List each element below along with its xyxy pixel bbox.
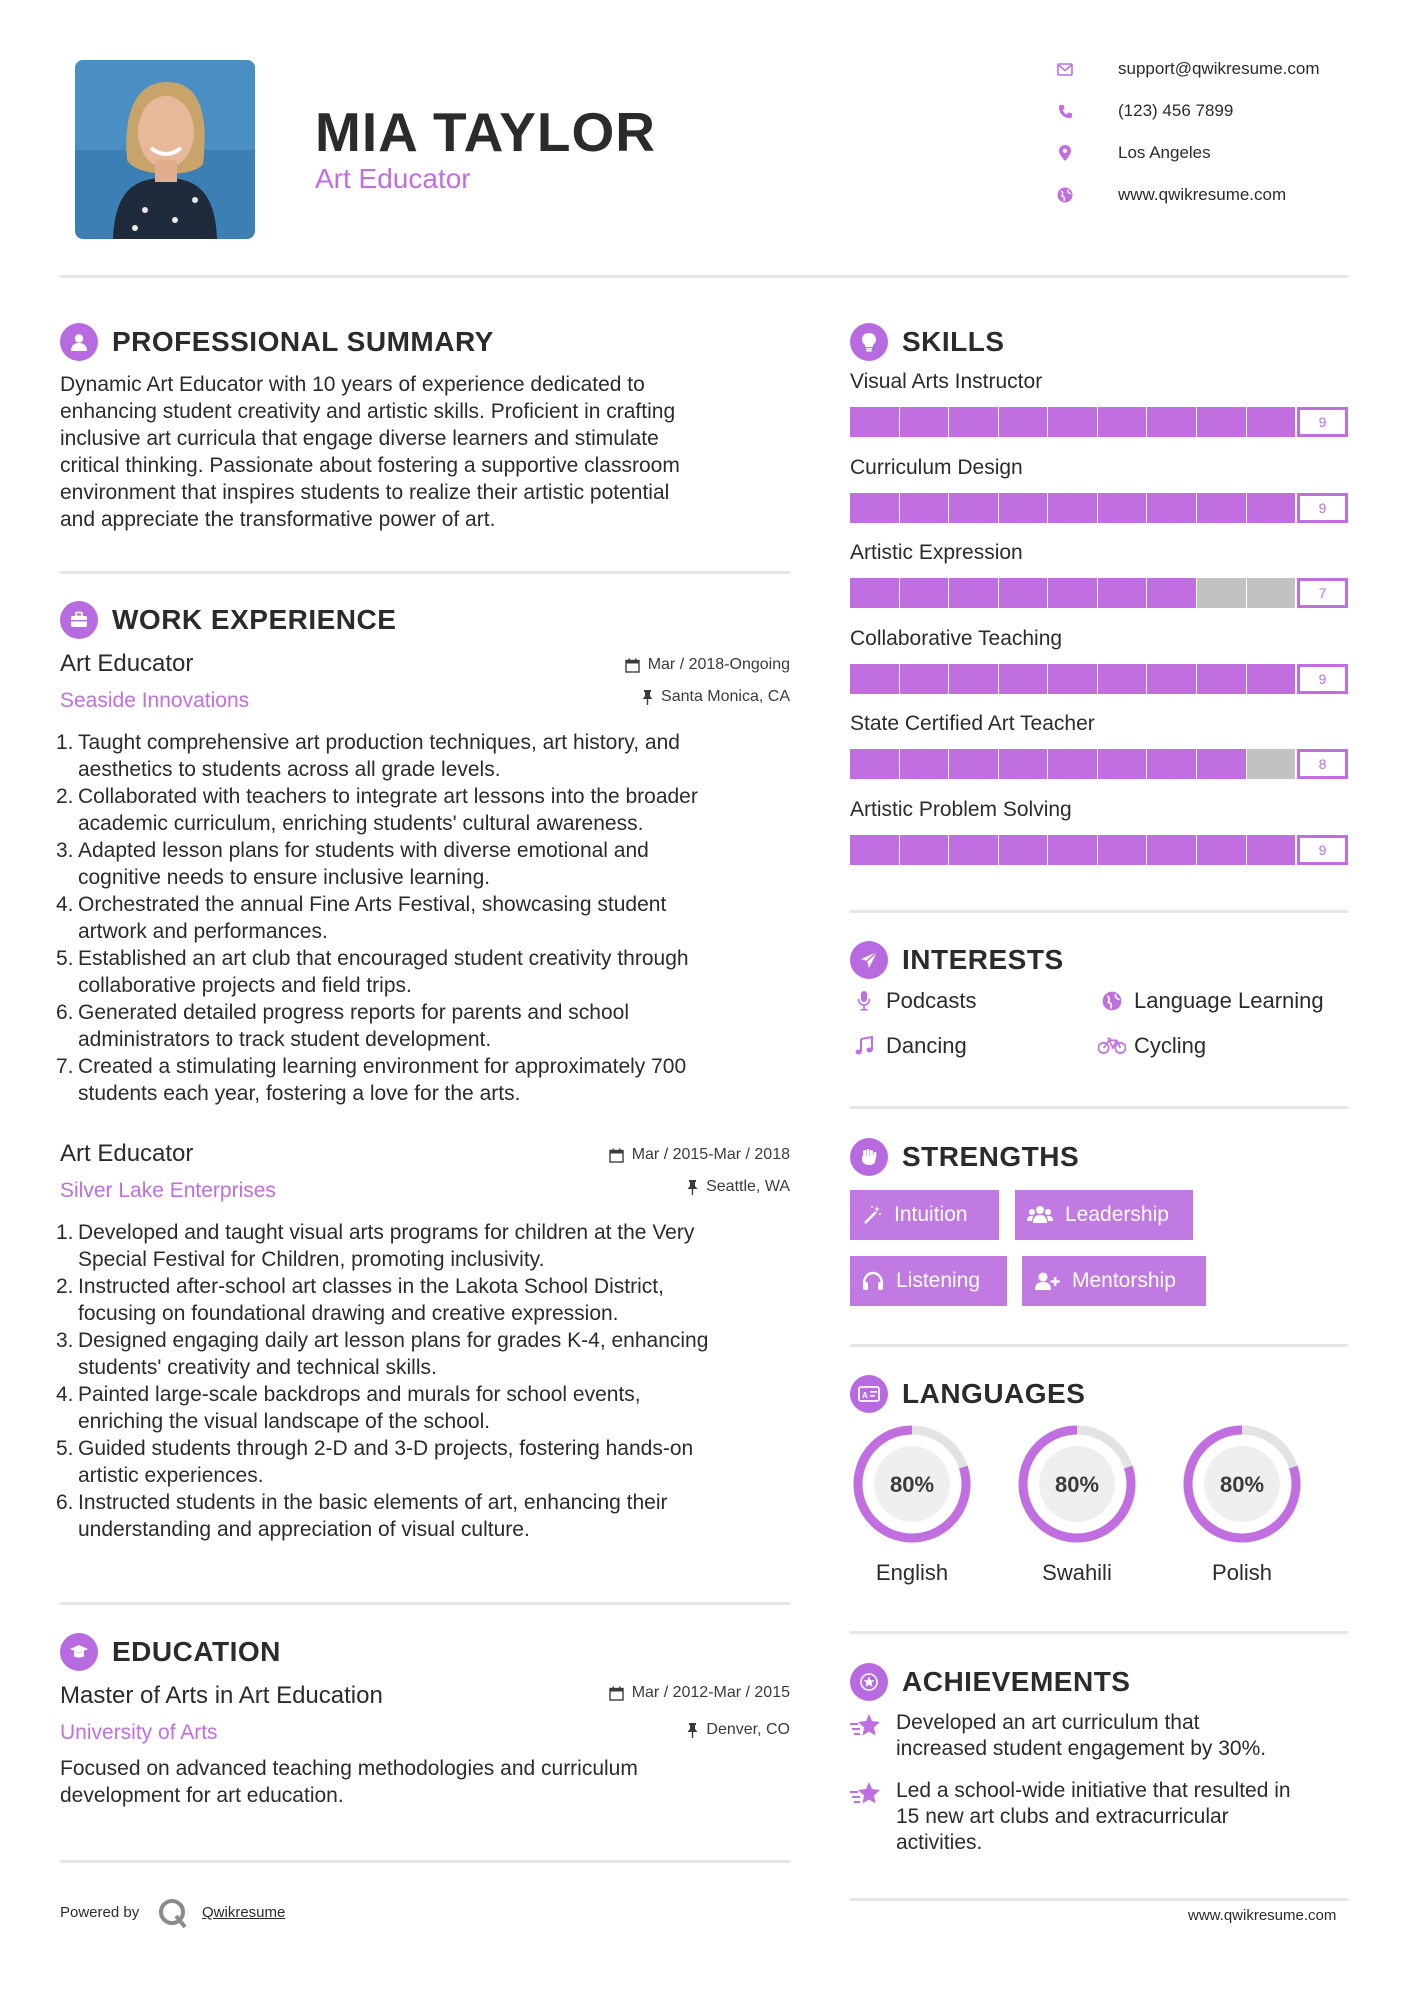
candidate-role: Art Educator — [315, 163, 471, 194]
experience-heading — [60, 600, 396, 640]
interest-dancing — [850, 1033, 967, 1059]
star-badge-icon — [850, 1663, 888, 1701]
pushpin-icon — [687, 1723, 698, 1738]
skill-segment-filled — [1147, 835, 1196, 865]
powered-by-label: Powered by — [60, 1904, 140, 1921]
calendar-icon — [609, 1148, 624, 1163]
shooting-star-icon — [850, 1778, 884, 1856]
languages-heading — [850, 1374, 1085, 1414]
ring-percent: 80% — [1219, 1472, 1265, 1497]
strength-label: Mentorship — [1072, 1269, 1176, 1292]
strength-leadership — [1015, 1190, 1193, 1240]
education-heading — [60, 1632, 281, 1672]
skill-segment-filled — [1147, 664, 1196, 694]
languages-divider — [850, 1631, 1348, 1634]
microphone-icon — [850, 990, 878, 1012]
skill-label: Artistic Problem Solving — [850, 798, 1072, 821]
achievement-item — [850, 1710, 1350, 1762]
interests-title: INTERESTS — [902, 944, 1064, 975]
skill-label: Curriculum Design — [850, 456, 1023, 479]
interest-label: Podcasts — [886, 988, 977, 1013]
job-1-dates — [540, 656, 790, 674]
job-2-location — [540, 1178, 790, 1196]
contact-location — [1050, 138, 1211, 168]
experience-title: WORK EXPERIENCE — [112, 604, 397, 635]
calendar-icon — [625, 658, 640, 673]
strength-label: Intuition — [894, 1203, 968, 1226]
skill-segment-filled — [999, 578, 1048, 608]
ring-percent: 80% — [1054, 1472, 1100, 1497]
skill-segment-filled — [949, 749, 998, 779]
languages-title: LANGUAGES — [902, 1378, 1086, 1409]
job-1-title: Art Educator — [60, 650, 194, 677]
skills-heading — [850, 322, 1005, 362]
duty-item: 2. Collaborated with teachers to integrate art lessons into the broader academic curriculum, enriching students' cultural awareness. — [56, 785, 698, 835]
contact-phone[interactable] — [1050, 96, 1233, 126]
skills-title: SKILLS — [902, 326, 1005, 357]
phone-text: (123) 456 7899 — [1118, 101, 1234, 120]
language-name: Polish — [1212, 1560, 1272, 1585]
language-card-icon — [850, 1375, 888, 1413]
duty-item: 6. Generated detailed progress reports for parents and school administrators to track student development. — [56, 1001, 629, 1051]
language-ring — [1015, 1422, 1139, 1551]
skill-segment-filled — [999, 664, 1048, 694]
skill-segment-filled — [1098, 749, 1147, 779]
skill-segment-filled — [1247, 407, 1296, 437]
summary-line: critical thinking. Passionate about fostering a supportive classroom — [60, 454, 680, 477]
job-1-location — [540, 688, 790, 706]
phone-icon — [1050, 104, 1080, 119]
duty-item: 7. Created a stimulating learning environment for approximately 700 students each year, fostering a love for the arts. — [56, 1055, 687, 1105]
skill-segment-filled — [1048, 407, 1097, 437]
job-1-dates-text: Mar / 2018-Ongoing — [647, 656, 790, 673]
skill-segment-filled — [999, 835, 1048, 865]
interest-language-learning — [1098, 988, 1324, 1014]
language-ring — [850, 1422, 974, 1551]
skill-segment-filled — [850, 578, 899, 608]
pushpin-icon — [642, 690, 653, 705]
strength-mentorship — [1022, 1256, 1206, 1306]
skill-segment-filled — [1098, 407, 1147, 437]
skill-segment-filled — [999, 407, 1048, 437]
music-note-icon — [850, 1036, 878, 1056]
achievement-line: increased student engagement by 30%. — [896, 1737, 1267, 1760]
skill-segment-filled — [1147, 493, 1196, 523]
skill-segment-filled — [1197, 749, 1246, 779]
skill-segment-filled — [1048, 578, 1097, 608]
profile-photo — [75, 60, 255, 239]
ring-percent: 80% — [889, 1472, 935, 1497]
skill-segment-empty — [1247, 578, 1296, 608]
summary-heading — [60, 322, 494, 362]
skill-bar — [850, 664, 1348, 694]
skill-segment-filled — [900, 407, 949, 437]
skill-segment-filled — [900, 749, 949, 779]
skill-level-number: 9 — [1297, 407, 1348, 437]
summary-line: enhancing student creativity and artistic skills. Proficient in crafting — [60, 400, 676, 423]
skill-segment-filled — [1197, 407, 1246, 437]
skill-segment-filled — [900, 664, 949, 694]
globe-icon — [1050, 187, 1080, 203]
strength-listening — [850, 1256, 1007, 1306]
skill-level-number: 9 — [1297, 493, 1348, 523]
skill-segment-filled — [1197, 664, 1246, 694]
skill-segment-filled — [850, 664, 899, 694]
job-1-location-text: Santa Monica, CA — [661, 688, 790, 705]
skill-segment-filled — [949, 664, 998, 694]
globe-icon — [1098, 991, 1126, 1011]
magic-wand-icon — [862, 1205, 882, 1225]
headphones-icon — [862, 1271, 884, 1291]
skill-segment-filled — [1048, 664, 1097, 694]
skill-segment-filled — [1048, 835, 1097, 865]
skill-segment-filled — [1098, 664, 1147, 694]
education-dates-text: Mar / 2012-Mar / 2015 — [631, 1684, 790, 1701]
pushpin-icon — [687, 1180, 698, 1195]
duty-item: 4. Painted large-scale backdrops and murals for school events, enriching the visual landscape of the school. — [56, 1383, 641, 1433]
skill-label: Visual Arts Instructor — [850, 370, 1043, 393]
summary-text — [60, 371, 800, 533]
user-icon — [60, 323, 98, 361]
strengths-heading — [850, 1137, 1079, 1177]
interest-cycling — [1098, 1033, 1206, 1059]
interest-label: Language Learning — [1134, 988, 1324, 1013]
achievement-line: activities. — [896, 1831, 983, 1854]
duty-item: 3. Adapted lesson plans for students with diverse emotional and cognitive needs to ensure inclusive learning. — [56, 839, 649, 889]
skill-segment-filled — [900, 578, 949, 608]
skill-segment-filled — [1247, 493, 1296, 523]
skill-segment-empty — [1247, 749, 1296, 779]
skill-level-number: 9 — [1297, 664, 1348, 694]
strength-intuition — [850, 1190, 999, 1240]
duty-item: 2. Instructed after-school art classes in the Lakota School District, focusing on foundational drawing and creative expression. — [56, 1275, 664, 1325]
achievements-title: ACHIEVEMENTS — [902, 1666, 1131, 1697]
duty-item: 5. Established an art club that encouraged student creativity through collaborative projects and field trips. — [56, 947, 689, 997]
skill-segment-filled — [1048, 749, 1097, 779]
briefcase-icon — [60, 601, 98, 639]
job-2-dates-text: Mar / 2015-Mar / 2018 — [631, 1146, 790, 1163]
duty-item: 3. Designed engaging daily art lesson plans for grades K-4, enhancing students' creativity and technical skills. — [56, 1329, 709, 1379]
skill-segment-filled — [1147, 749, 1196, 779]
education-line: Focused on advanced teaching methodologies and curriculum — [60, 1757, 638, 1780]
skill-label: State Certified Art Teacher — [850, 712, 1095, 735]
summary-line: and appreciate the transformative power of art. — [60, 508, 496, 531]
location-text: Los Angeles — [1118, 143, 1211, 162]
education-divider — [60, 1860, 790, 1863]
svg-text:A: A — [862, 1391, 868, 1400]
skill-segment-filled — [1147, 407, 1196, 437]
summary-line: environment that inspires students to realize their artistic potential — [60, 481, 670, 504]
achievement-line: Led a school-wide initiative that resulted in — [896, 1779, 1291, 1802]
skill-segment-filled — [1098, 578, 1147, 608]
education-degree: Master of Arts in Art Education — [60, 1682, 383, 1709]
skill-label: Artistic Expression — [850, 541, 1023, 564]
education-line: development for art education. — [60, 1784, 344, 1807]
skill-segment-filled — [900, 493, 949, 523]
skill-bar — [850, 835, 1348, 865]
achievement-line: 15 new art clubs and extracurricular — [896, 1805, 1229, 1828]
bicycle-icon — [1098, 1037, 1126, 1055]
duty-item: 5. Guided students through 2-D and 3-D projects, fostering hands-on artistic experiences. — [56, 1437, 694, 1487]
user-plus-icon — [1034, 1271, 1060, 1291]
qwikresume-logo-icon — [157, 1897, 189, 1934]
summary-line: inclusive art curricula that engage diverse learners and stimulate — [60, 427, 659, 450]
skill-label: Collaborative Teaching — [850, 627, 1063, 650]
skill-level-number: 8 — [1297, 749, 1348, 779]
skill-segment-filled — [949, 493, 998, 523]
skill-segment-filled — [999, 493, 1048, 523]
skill-segment-filled — [1247, 835, 1296, 865]
job-1-duties — [56, 729, 800, 1107]
skill-segment-filled — [949, 578, 998, 608]
skill-level-number: 7 — [1297, 578, 1348, 608]
skill-segment-filled — [1048, 493, 1097, 523]
education-title: EDUCATION — [112, 1636, 281, 1667]
skill-segment-filled — [850, 749, 899, 779]
map-pin-icon — [1050, 145, 1080, 161]
shooting-star-icon — [850, 1710, 884, 1762]
job-2-company: Silver Lake Enterprises — [60, 1179, 276, 1202]
education-description — [60, 1755, 800, 1809]
duty-item: 1. Developed and taught visual arts programs for children at the Very Special Festival for Children, promoting inclusivity. — [56, 1221, 695, 1271]
interest-label: Cycling — [1134, 1033, 1207, 1058]
skill-segment-filled — [850, 835, 899, 865]
job-2-dates — [540, 1146, 790, 1164]
skill-segment-filled — [1147, 578, 1196, 608]
strength-label: Leadership — [1065, 1203, 1169, 1226]
lightbulb-icon — [850, 323, 888, 361]
skill-segment-filled — [1197, 835, 1246, 865]
skill-segment-filled — [900, 835, 949, 865]
skill-bar — [850, 493, 1348, 523]
email-text: support@qwikresume.com — [1118, 59, 1320, 78]
experience-divider — [60, 1602, 790, 1605]
fist-icon — [850, 1138, 888, 1176]
language-name: English — [875, 1560, 949, 1585]
skill-level-number: 9 — [1297, 835, 1348, 865]
website-text: www.qwikresume.com — [1118, 185, 1287, 204]
strength-label: Listening — [896, 1269, 981, 1292]
header-divider — [60, 275, 1348, 278]
duty-item: 1. Taught comprehensive art production techniques, art history, and aesthetics to students across all grade levels. — [56, 731, 680, 781]
education-location — [540, 1721, 790, 1739]
interests-divider — [850, 1106, 1348, 1109]
duty-item: 6. Instructed students in the basic elements of art, enhancing their understanding and appreciation of visual culture. — [56, 1491, 668, 1541]
summary-title: PROFESSIONAL SUMMARY — [112, 326, 494, 357]
interest-label: Dancing — [886, 1033, 967, 1058]
skill-bar — [850, 407, 1348, 437]
calendar-icon — [609, 1686, 624, 1701]
candidate-name: MIA TAYLOR — [315, 101, 657, 163]
skill-segment-filled — [949, 407, 998, 437]
graduation-icon — [60, 1633, 98, 1671]
language-ring — [1180, 1422, 1304, 1551]
interests-heading — [850, 940, 1064, 980]
achievement-line: Developed an art curriculum that — [896, 1711, 1200, 1734]
job-2-title: Art Educator — [60, 1140, 194, 1167]
users-icon — [1027, 1205, 1053, 1225]
skill-segment-filled — [1197, 493, 1246, 523]
contact-email[interactable] — [1050, 54, 1320, 84]
paper-plane-icon — [850, 941, 888, 979]
skill-segment-filled — [1247, 664, 1296, 694]
language-name: Swahili — [1042, 1560, 1112, 1585]
skill-bar — [850, 578, 1348, 608]
job-1-company: Seaside Innovations — [60, 689, 250, 712]
job-2-location-text: Seattle, WA — [706, 1178, 790, 1195]
achievements-heading — [850, 1662, 1130, 1702]
qwikresume-link[interactable]: Qwikresume — [202, 1904, 286, 1921]
summary-divider — [60, 571, 790, 574]
interest-podcasts — [850, 988, 977, 1014]
strengths-divider — [850, 1344, 1348, 1347]
skill-segment-filled — [850, 493, 899, 523]
duty-item: 4. Orchestrated the annual Fine Arts Festival, showcasing student artwork and performances. — [56, 893, 667, 943]
skill-segment-filled — [1098, 835, 1147, 865]
summary-line: Dynamic Art Educator with 10 years of experience dedicated to — [60, 373, 645, 396]
skill-segment-empty — [1197, 578, 1246, 608]
skill-segment-filled — [1098, 493, 1147, 523]
strengths-title: STRENGTHS — [902, 1141, 1080, 1172]
education-location-text: Denver, CO — [706, 1721, 790, 1738]
skill-segment-filled — [999, 749, 1048, 779]
education-dates — [540, 1684, 790, 1702]
job-2-duties — [56, 1219, 800, 1543]
skill-bar — [850, 749, 1348, 779]
contact-website[interactable] — [1050, 180, 1286, 210]
skill-segment-filled — [949, 835, 998, 865]
skills-divider — [850, 910, 1348, 913]
achievements-divider — [850, 1898, 1348, 1901]
envelope-icon — [1050, 63, 1080, 76]
education-school: University of Arts — [60, 1721, 218, 1744]
footer-website-link[interactable]: www.qwikresume.com — [1188, 1907, 1337, 1924]
achievement-item — [850, 1778, 1350, 1856]
skill-segment-filled — [850, 407, 899, 437]
